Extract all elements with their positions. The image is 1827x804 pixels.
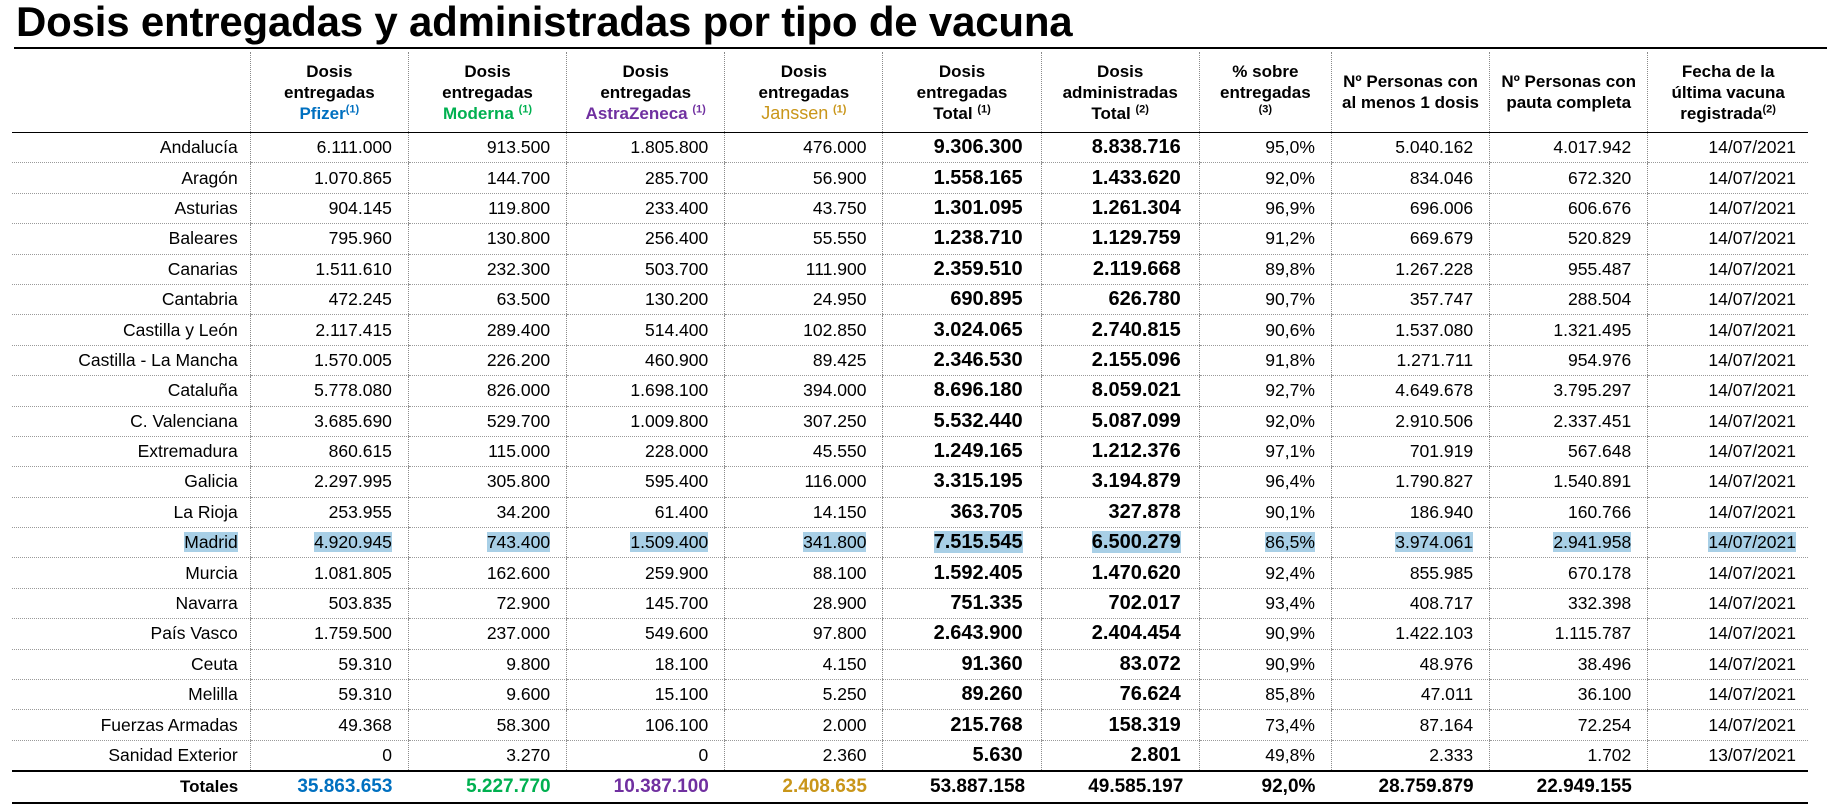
table-row: [12, 528, 1808, 558]
cell-total-administradas: 1.212.376: [1041, 436, 1199, 466]
cell-pauta-completa: 36.100: [1490, 680, 1648, 710]
total-pfizer: 35.863.653: [250, 771, 408, 803]
cell-janssen: 89.425: [725, 345, 883, 375]
cell-astrazeneca: 259.900: [567, 558, 725, 588]
header-astrazeneca: Dosis entregadas AstraZeneca $^{(1)}$: [567, 52, 725, 133]
cell-pfizer: 253.955: [250, 497, 408, 527]
cell-fecha: 14/07/2021: [1648, 193, 1808, 223]
cell-region: Fuerzas Armadas: [12, 710, 250, 740]
cell-pauta-completa: 520.829: [1490, 224, 1648, 254]
cell-pfizer: 904.145: [250, 193, 408, 223]
table-row: [12, 284, 1808, 314]
cell-fecha: 14/07/2021: [1648, 649, 1808, 679]
cell-astrazeneca: 18.100: [567, 649, 725, 679]
cell-pct: 90,9%: [1199, 619, 1331, 649]
cell-astrazeneca: 0: [567, 740, 725, 771]
cell-pfizer: 795.960: [250, 224, 408, 254]
cell-pauta-completa: 1.321.495: [1490, 315, 1648, 345]
cell-total-entregadas: 363.705: [883, 497, 1041, 527]
cell-pct: 90,7%: [1199, 284, 1331, 314]
cell-una-dosis: 1.267.228: [1331, 254, 1489, 284]
cell-total-entregadas: 2.346.530: [883, 345, 1041, 375]
cell-region: Extremadura: [12, 436, 250, 466]
cell-total-administradas: 76.624: [1041, 680, 1199, 710]
cell-astrazeneca: 1.509.400: [567, 528, 725, 558]
cell-pauta-completa: 1.115.787: [1490, 619, 1648, 649]
table-row: [12, 193, 1808, 223]
cell-moderna: 529.700: [408, 406, 566, 436]
cell-fecha: 14/07/2021: [1648, 133, 1808, 163]
cell-fecha: 14/07/2021: [1648, 680, 1808, 710]
cell-janssen: 56.900: [725, 163, 883, 193]
cell-pct: 95,0%: [1199, 133, 1331, 163]
cell-region: Canarias: [12, 254, 250, 284]
cell-pfizer: 472.245: [250, 284, 408, 314]
cell-janssen: 102.850: [725, 315, 883, 345]
cell-total-entregadas: 1.558.165: [883, 163, 1041, 193]
cell-pauta-completa: 955.487: [1490, 254, 1648, 284]
cell-total-administradas: 83.072: [1041, 649, 1199, 679]
table-row: [12, 558, 1808, 588]
cell-pct: 96,4%: [1199, 467, 1331, 497]
cell-una-dosis: 1.422.103: [1331, 619, 1489, 649]
cell-una-dosis: 87.164: [1331, 710, 1489, 740]
cell-fecha: 14/07/2021: [1648, 406, 1808, 436]
cell-janssen: 2.360: [725, 740, 883, 771]
table-row: [12, 467, 1808, 497]
table-row: [12, 224, 1808, 254]
cell-pfizer: 1.081.805: [250, 558, 408, 588]
cell-total-administradas: 2.740.815: [1041, 315, 1199, 345]
cell-total-administradas: 1.433.620: [1041, 163, 1199, 193]
cell-janssen: 24.950: [725, 284, 883, 314]
cell-region: Castilla y León: [12, 315, 250, 345]
table-row: [12, 680, 1808, 710]
cell-janssen: 28.900: [725, 588, 883, 618]
cell-pct: 85,8%: [1199, 680, 1331, 710]
cell-una-dosis: 1.790.827: [1331, 467, 1489, 497]
totals-row: [12, 771, 1808, 803]
cell-total-administradas: 8.838.716: [1041, 133, 1199, 163]
cell-pfizer: 59.310: [250, 649, 408, 679]
cell-pfizer: 59.310: [250, 680, 408, 710]
cell-janssen: 5.250: [725, 680, 883, 710]
cell-fecha: 14/07/2021: [1648, 588, 1808, 618]
cell-moderna: 115.000: [408, 436, 566, 466]
cell-total-administradas: 327.878: [1041, 497, 1199, 527]
cell-moderna: 130.800: [408, 224, 566, 254]
cell-pauta-completa: 2.337.451: [1490, 406, 1648, 436]
cell-astrazeneca: 549.600: [567, 619, 725, 649]
cell-janssen: 4.150: [725, 649, 883, 679]
total-fecha: [1648, 771, 1808, 803]
cell-fecha: 14/07/2021: [1648, 619, 1808, 649]
table-row: [12, 619, 1808, 649]
cell-una-dosis: 2.333: [1331, 740, 1489, 771]
cell-astrazeneca: 145.700: [567, 588, 725, 618]
table-row: [12, 497, 1808, 527]
header-fecha: Fecha de la última vacuna registrada$^{(2)}$: [1648, 52, 1808, 133]
cell-total-entregadas: 215.768: [883, 710, 1041, 740]
total-pauta-completa: 22.949.155: [1490, 771, 1648, 803]
cell-pauta-completa: 288.504: [1490, 284, 1648, 314]
total-una-dosis: 28.759.879: [1331, 771, 1489, 803]
cell-astrazeneca: 106.100: [567, 710, 725, 740]
cell-una-dosis: 696.006: [1331, 193, 1489, 223]
header-row: [12, 52, 1808, 133]
cell-total-administradas: 1.470.620: [1041, 558, 1199, 588]
cell-astrazeneca: 460.900: [567, 345, 725, 375]
cell-moderna: 144.700: [408, 163, 566, 193]
brand-astrazeneca: AstraZeneca: [585, 103, 688, 123]
cell-una-dosis: 48.976: [1331, 649, 1489, 679]
header-pct: % sobre entregadas $^{(3)}$: [1199, 52, 1331, 133]
table-row: [12, 315, 1808, 345]
table-row: [12, 133, 1808, 163]
cell-pct: 97,1%: [1199, 436, 1331, 466]
cell-una-dosis: 4.649.678: [1331, 376, 1489, 406]
cell-fecha: 14/07/2021: [1648, 254, 1808, 284]
cell-region: Galicia: [12, 467, 250, 497]
cell-pauta-completa: 1.702: [1490, 740, 1648, 771]
vaccine-doses-table: [12, 52, 1808, 804]
totals-label: Totales: [12, 771, 250, 803]
cell-pauta-completa: 670.178: [1490, 558, 1648, 588]
cell-janssen: 476.000: [725, 133, 883, 163]
table-row: [12, 406, 1808, 436]
cell-pct: 89,8%: [1199, 254, 1331, 284]
cell-moderna: 913.500: [408, 133, 566, 163]
cell-astrazeneca: 285.700: [567, 163, 725, 193]
cell-fecha: 14/07/2021: [1648, 528, 1808, 558]
cell-pauta-completa: 954.976: [1490, 345, 1648, 375]
cell-total-administradas: 702.017: [1041, 588, 1199, 618]
cell-total-entregadas: 89.260: [883, 680, 1041, 710]
cell-total-entregadas: 5.532.440: [883, 406, 1041, 436]
cell-total-administradas: 1.261.304: [1041, 193, 1199, 223]
cell-pct: 73,4%: [1199, 710, 1331, 740]
cell-total-entregadas: 1.301.095: [883, 193, 1041, 223]
cell-pauta-completa: 72.254: [1490, 710, 1648, 740]
cell-moderna: 63.500: [408, 284, 566, 314]
cell-janssen: 116.000: [725, 467, 883, 497]
cell-total-entregadas: 5.630: [883, 740, 1041, 771]
header-pfizer: Dosis entregadas Pfizer$^{(1)}$: [250, 52, 408, 133]
cell-region: Navarra: [12, 588, 250, 618]
cell-region: C. Valenciana: [12, 406, 250, 436]
total-pct: 92,0%: [1199, 771, 1331, 803]
cell-pct: 90,9%: [1199, 649, 1331, 679]
cell-moderna: 289.400: [408, 315, 566, 345]
header-total-entregadas: Dosis entregadas Total $^{(1)}$: [883, 52, 1041, 133]
cell-pct: 49,8%: [1199, 740, 1331, 771]
cell-region: País Vasco: [12, 619, 250, 649]
table-row: [12, 376, 1808, 406]
cell-pauta-completa: 606.676: [1490, 193, 1648, 223]
cell-astrazeneca: 61.400: [567, 497, 725, 527]
table-row: [12, 254, 1808, 284]
cell-total-administradas: 626.780: [1041, 284, 1199, 314]
cell-pct: 90,1%: [1199, 497, 1331, 527]
cell-pct: 90,6%: [1199, 315, 1331, 345]
cell-pauta-completa: 3.795.297: [1490, 376, 1648, 406]
cell-pfizer: 1.070.865: [250, 163, 408, 193]
cell-pfizer: 3.685.690: [250, 406, 408, 436]
cell-total-administradas: 8.059.021: [1041, 376, 1199, 406]
total-moderna: 5.227.770: [408, 771, 566, 803]
total-janssen: 2.408.635: [725, 771, 883, 803]
table-row: [12, 436, 1808, 466]
cell-region: Ceuta: [12, 649, 250, 679]
cell-fecha: 13/07/2021: [1648, 740, 1808, 771]
cell-pfizer: 1.759.500: [250, 619, 408, 649]
table-row: [12, 345, 1808, 375]
cell-moderna: 9.800: [408, 649, 566, 679]
cell-region: La Rioja: [12, 497, 250, 527]
cell-total-entregadas: 2.643.900: [883, 619, 1041, 649]
cell-astrazeneca: 1.805.800: [567, 133, 725, 163]
cell-pct: 91,2%: [1199, 224, 1331, 254]
cell-pauta-completa: 332.398: [1490, 588, 1648, 618]
cell-region: Melilla: [12, 680, 250, 710]
total-administradas: 49.585.197: [1041, 771, 1199, 803]
table-row: [12, 588, 1808, 618]
cell-astrazeneca: 233.400: [567, 193, 725, 223]
cell-fecha: 14/07/2021: [1648, 436, 1808, 466]
cell-total-administradas: 2.155.096: [1041, 345, 1199, 375]
header-region: [12, 52, 250, 133]
cell-pfizer: 503.835: [250, 588, 408, 618]
cell-total-entregadas: 7.515.545: [883, 528, 1041, 558]
cell-moderna: 305.800: [408, 467, 566, 497]
header-una-dosis: Nº Personas con al menos 1 dosis: [1331, 52, 1489, 133]
brand-pfizer: Pfizer: [299, 103, 346, 123]
cell-astrazeneca: 1.009.800: [567, 406, 725, 436]
cell-astrazeneca: 130.200: [567, 284, 725, 314]
cell-janssen: 111.900: [725, 254, 883, 284]
cell-moderna: 9.600: [408, 680, 566, 710]
cell-region: Andalucía: [12, 133, 250, 163]
cell-una-dosis: 408.717: [1331, 588, 1489, 618]
cell-una-dosis: 3.974.061: [1331, 528, 1489, 558]
cell-pct: 92,0%: [1199, 163, 1331, 193]
cell-una-dosis: 1.271.711: [1331, 345, 1489, 375]
cell-pct: 92,7%: [1199, 376, 1331, 406]
cell-moderna: 237.000: [408, 619, 566, 649]
brand-moderna: Moderna: [442, 103, 514, 123]
cell-pct: 92,0%: [1199, 406, 1331, 436]
cell-pfizer: 2.117.415: [250, 315, 408, 345]
cell-una-dosis: 834.046: [1331, 163, 1489, 193]
cell-una-dosis: 669.679: [1331, 224, 1489, 254]
cell-region: Asturias: [12, 193, 250, 223]
cell-una-dosis: 1.537.080: [1331, 315, 1489, 345]
cell-moderna: 119.800: [408, 193, 566, 223]
cell-fecha: 14/07/2021: [1648, 558, 1808, 588]
cell-fecha: 14/07/2021: [1648, 467, 1808, 497]
table-row: [12, 163, 1808, 193]
cell-astrazeneca: 15.100: [567, 680, 725, 710]
cell-pauta-completa: 4.017.942: [1490, 133, 1648, 163]
cell-total-entregadas: 91.360: [883, 649, 1041, 679]
cell-region: Cataluña: [12, 376, 250, 406]
cell-total-entregadas: 751.335: [883, 588, 1041, 618]
cell-total-administradas: 2.119.668: [1041, 254, 1199, 284]
cell-pct: 93,4%: [1199, 588, 1331, 618]
total-astrazeneca: 10.387.100: [567, 771, 725, 803]
cell-una-dosis: 855.985: [1331, 558, 1489, 588]
cell-pfizer: 4.920.945: [250, 528, 408, 558]
cell-astrazeneca: 514.400: [567, 315, 725, 345]
cell-total-entregadas: 3.315.195: [883, 467, 1041, 497]
cell-fecha: 14/07/2021: [1648, 315, 1808, 345]
cell-total-administradas: 3.194.879: [1041, 467, 1199, 497]
cell-janssen: 2.000: [725, 710, 883, 740]
cell-astrazeneca: 228.000: [567, 436, 725, 466]
cell-pfizer: 860.615: [250, 436, 408, 466]
cell-total-entregadas: 3.024.065: [883, 315, 1041, 345]
cell-total-entregadas: 690.895: [883, 284, 1041, 314]
cell-una-dosis: 186.940: [1331, 497, 1489, 527]
cell-pfizer: 2.297.995: [250, 467, 408, 497]
cell-fecha: 14/07/2021: [1648, 376, 1808, 406]
cell-moderna: 232.300: [408, 254, 566, 284]
cell-pauta-completa: 38.496: [1490, 649, 1648, 679]
cell-pauta-completa: 672.320: [1490, 163, 1648, 193]
header-janssen: Dosis entregadas Janssen $^{(1)}$: [725, 52, 883, 133]
cell-janssen: 341.800: [725, 528, 883, 558]
cell-una-dosis: 357.747: [1331, 284, 1489, 314]
header-pauta-completa: Nº Personas con pauta completa: [1490, 52, 1648, 133]
cell-total-entregadas: 1.249.165: [883, 436, 1041, 466]
cell-moderna: 58.300: [408, 710, 566, 740]
cell-region: Castilla - La Mancha: [12, 345, 250, 375]
cell-total-entregadas: 1.238.710: [883, 224, 1041, 254]
cell-region: Sanidad Exterior: [12, 740, 250, 771]
cell-region: Aragón: [12, 163, 250, 193]
cell-moderna: 826.000: [408, 376, 566, 406]
cell-janssen: 14.150: [725, 497, 883, 527]
cell-total-administradas: 158.319: [1041, 710, 1199, 740]
cell-total-entregadas: 1.592.405: [883, 558, 1041, 588]
cell-fecha: 14/07/2021: [1648, 224, 1808, 254]
cell-moderna: 226.200: [408, 345, 566, 375]
cell-pfizer: 49.368: [250, 710, 408, 740]
header-total-administradas: Dosis administradas Total $^{(2)}$: [1041, 52, 1199, 133]
cell-astrazeneca: 503.700: [567, 254, 725, 284]
table-row: [12, 649, 1808, 679]
cell-pauta-completa: 1.540.891: [1490, 467, 1648, 497]
cell-fecha: 14/07/2021: [1648, 163, 1808, 193]
cell-fecha: 14/07/2021: [1648, 710, 1808, 740]
table-row: [12, 740, 1808, 771]
cell-pfizer: 6.111.000: [250, 133, 408, 163]
cell-pauta-completa: 160.766: [1490, 497, 1648, 527]
cell-pauta-completa: 567.648: [1490, 436, 1648, 466]
total-entregadas: 53.887.158: [883, 771, 1041, 803]
cell-pct: 92,4%: [1199, 558, 1331, 588]
cell-pfizer: 5.778.080: [250, 376, 408, 406]
cell-janssen: 394.000: [725, 376, 883, 406]
cell-region: Cantabria: [12, 284, 250, 314]
cell-total-entregadas: 8.696.180: [883, 376, 1041, 406]
cell-una-dosis: 701.919: [1331, 436, 1489, 466]
cell-region: Baleares: [12, 224, 250, 254]
cell-total-administradas: 6.500.279: [1041, 528, 1199, 558]
cell-moderna: 72.900: [408, 588, 566, 618]
cell-total-entregadas: 2.359.510: [883, 254, 1041, 284]
cell-pfizer: 1.570.005: [250, 345, 408, 375]
cell-pfizer: 0: [250, 740, 408, 771]
cell-una-dosis: 2.910.506: [1331, 406, 1489, 436]
cell-moderna: 34.200: [408, 497, 566, 527]
cell-pauta-completa: 2.941.958: [1490, 528, 1648, 558]
cell-pfizer: 1.511.610: [250, 254, 408, 284]
cell-janssen: 43.750: [725, 193, 883, 223]
cell-janssen: 97.800: [725, 619, 883, 649]
cell-pct: 96,9%: [1199, 193, 1331, 223]
cell-janssen: 45.550: [725, 436, 883, 466]
cell-moderna: 743.400: [408, 528, 566, 558]
header-moderna: Dosis entregadas Moderna $^{(1)}$: [408, 52, 566, 133]
cell-janssen: 307.250: [725, 406, 883, 436]
table-body: [12, 133, 1808, 772]
cell-total-administradas: 2.801: [1041, 740, 1199, 771]
cell-janssen: 88.100: [725, 558, 883, 588]
cell-pct: 91,8%: [1199, 345, 1331, 375]
table-row: [12, 710, 1808, 740]
brand-janssen: Janssen: [761, 102, 829, 123]
cell-fecha: 14/07/2021: [1648, 345, 1808, 375]
title-divider: [14, 47, 1827, 49]
cell-fecha: 14/07/2021: [1648, 284, 1808, 314]
cell-astrazeneca: 256.400: [567, 224, 725, 254]
cell-fecha: 14/07/2021: [1648, 497, 1808, 527]
cell-una-dosis: 5.040.162: [1331, 133, 1489, 163]
cell-pct: 86,5%: [1199, 528, 1331, 558]
cell-region: Murcia: [12, 558, 250, 588]
cell-moderna: 162.600: [408, 558, 566, 588]
cell-astrazeneca: 1.698.100: [567, 376, 725, 406]
cell-total-administradas: 5.087.099: [1041, 406, 1199, 436]
cell-region: Madrid: [12, 528, 250, 558]
cell-astrazeneca: 595.400: [567, 467, 725, 497]
cell-total-administradas: 1.129.759: [1041, 224, 1199, 254]
cell-janssen: 55.550: [725, 224, 883, 254]
cell-una-dosis: 47.011: [1331, 680, 1489, 710]
page-title: Dosis entregadas y administradas por tipo de vacuna: [16, 0, 1073, 45]
cell-moderna: 3.270: [408, 740, 566, 771]
cell-total-administradas: 2.404.454: [1041, 619, 1199, 649]
cell-total-entregadas: 9.306.300: [883, 133, 1041, 163]
